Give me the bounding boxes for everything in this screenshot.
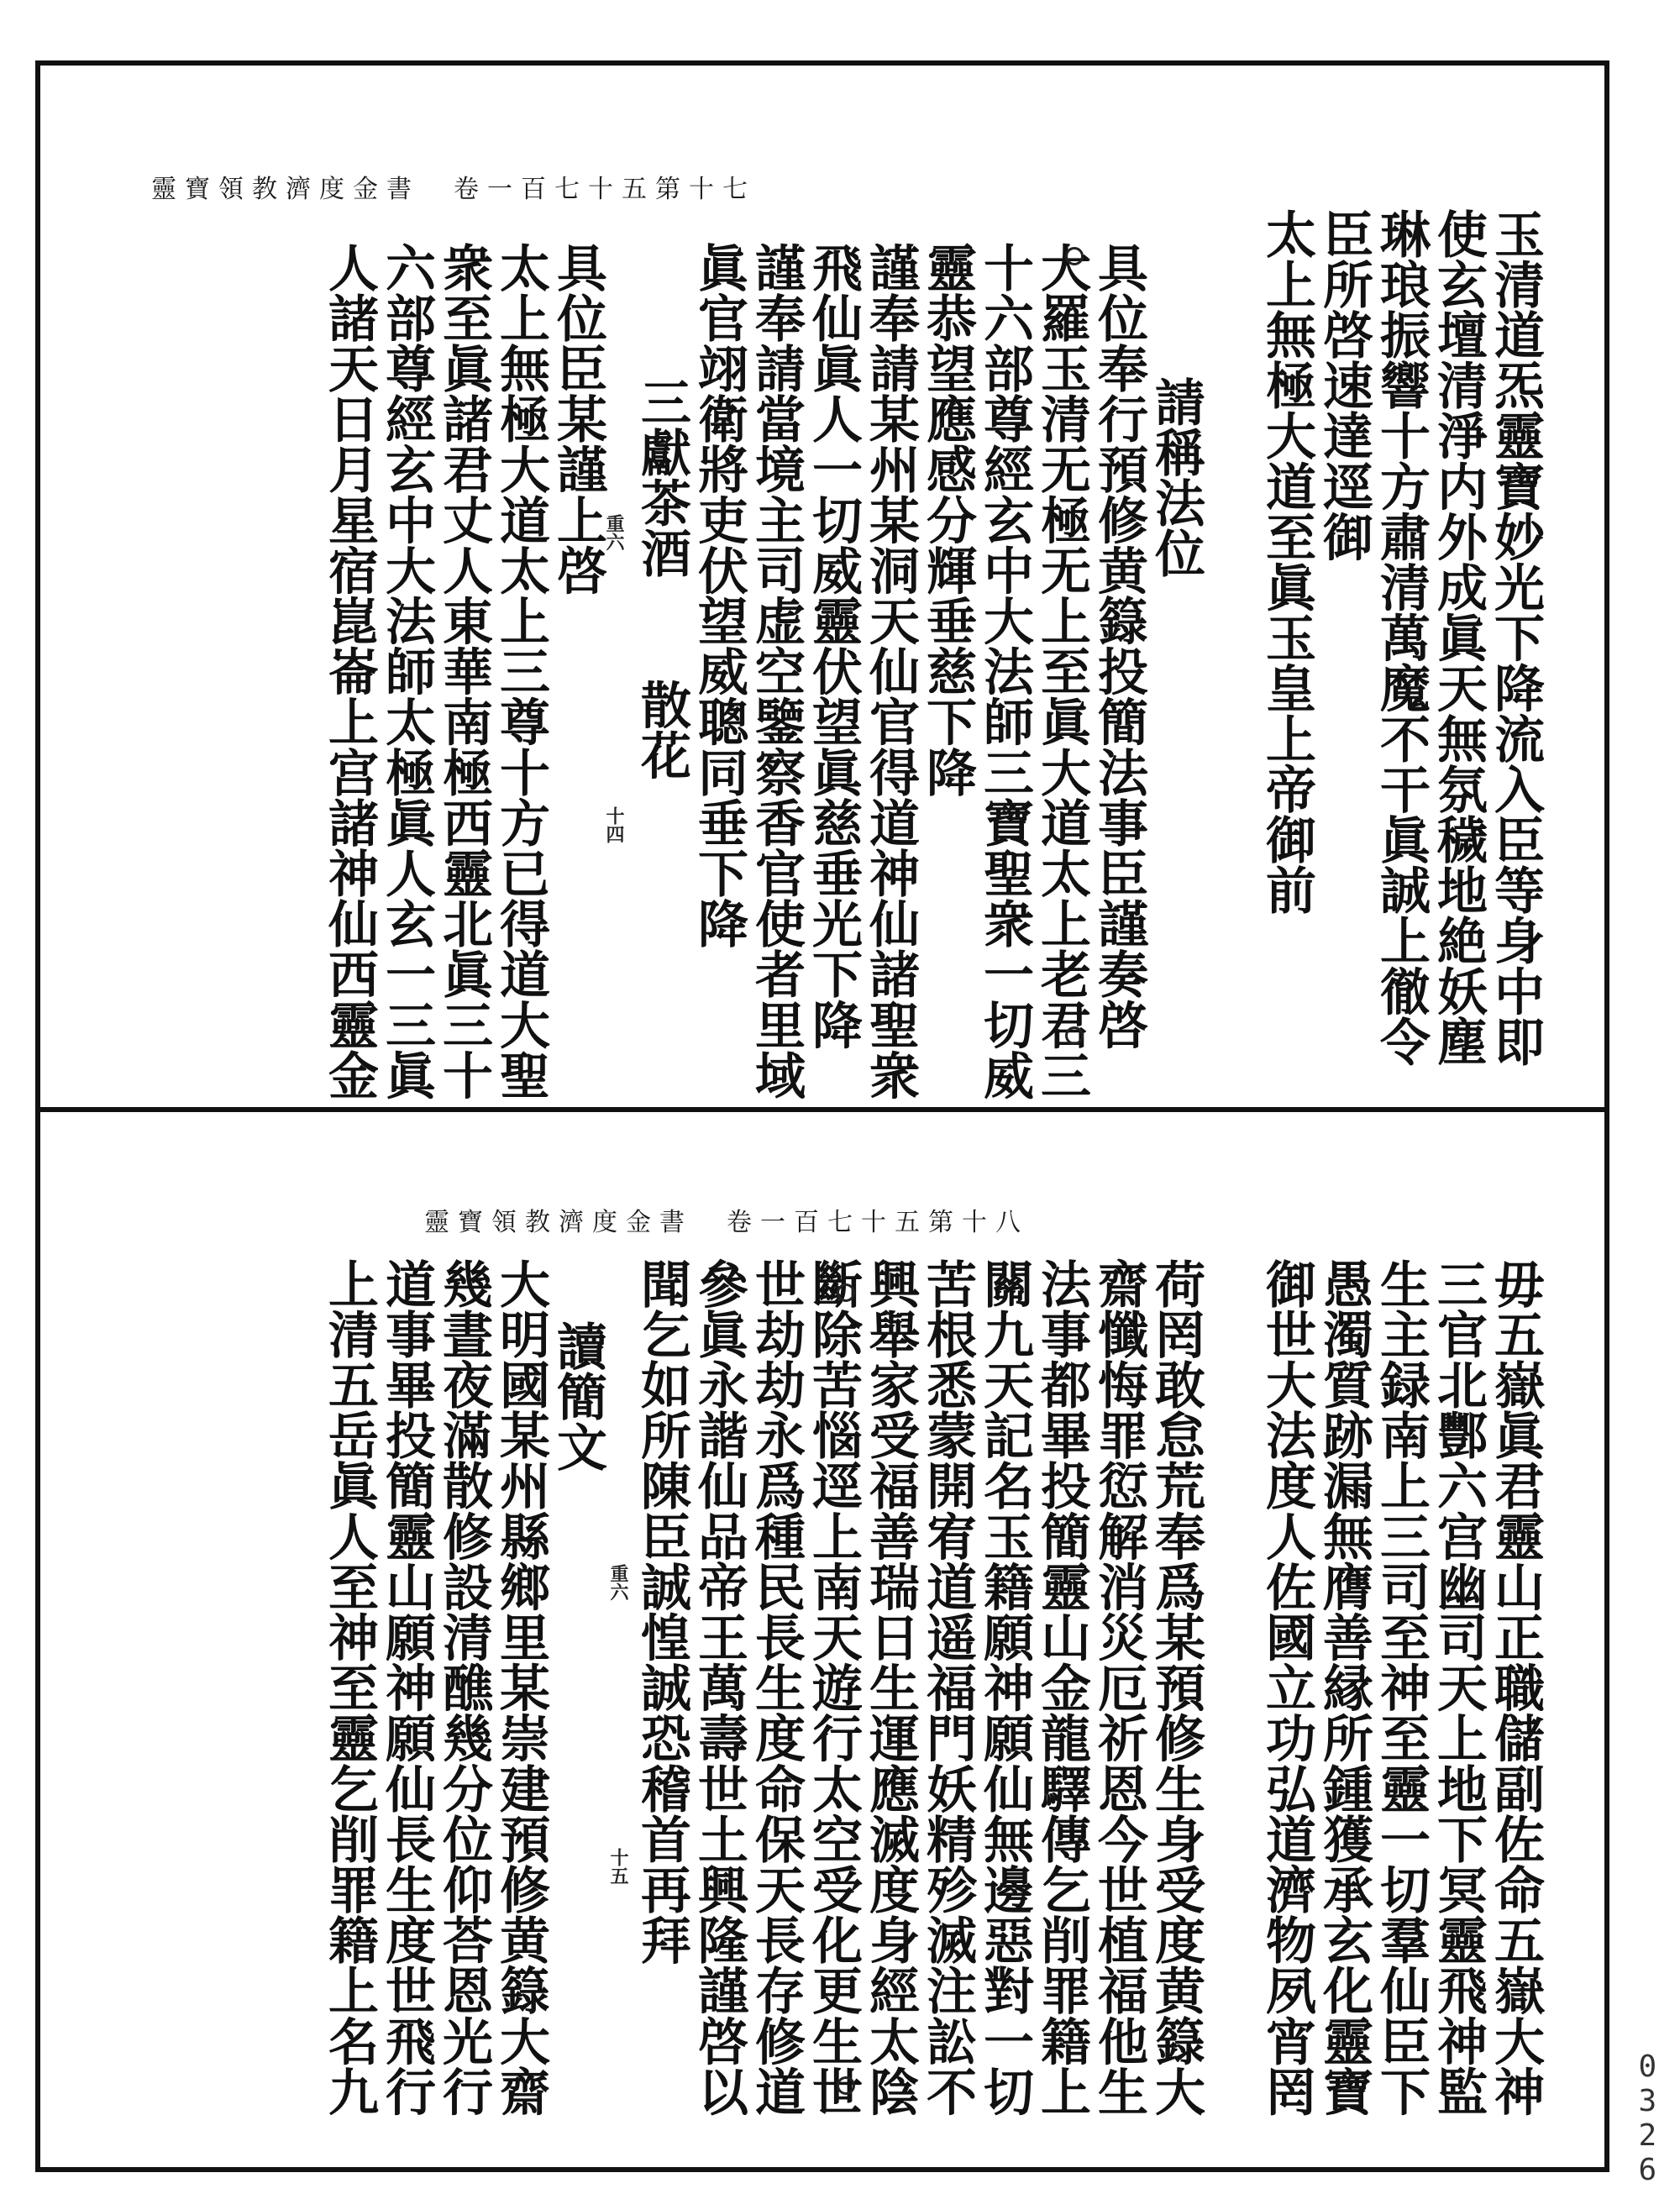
bottom-column-12: 斷除苦惱逕上南天遊行太空受化更生世 <box>804 1258 863 2117</box>
bottom-column-8: 法事都畢投簡靈山金龍驛傳乞削罪籍上 <box>1032 1258 1091 2117</box>
bottom-column-19: 道事畢投簡靈山願神願仙長生度世飛行 <box>377 1258 436 2117</box>
top-column-10: 靈恭望應感分輝垂慈下降 <box>918 242 977 798</box>
bottom-note-1: 重六 <box>607 1564 629 1601</box>
section-marker-icon <box>1065 247 1084 265</box>
top-column-15: 三獻茶酒 散花 <box>633 376 691 780</box>
bottom-column-9: 關九天記名玉籍願神願仙無邊惡對一切 <box>975 1258 1034 2117</box>
top-column-6: 請稱法位 <box>1147 376 1205 579</box>
panel-divider <box>35 1107 1609 1112</box>
bottom-column-3: 生主録南上三司至神至靈一切羣仙臣下 <box>1372 1258 1431 2117</box>
top-column-4: 臣所啓速達逕御 <box>1315 208 1373 562</box>
top-column-3: 琳琅振響十方肅清萬魔不干眞誠上徹令 <box>1372 208 1431 1067</box>
bottom-column-17: 大明國某州縣鄉里某崇建預修黄籙大齋 <box>491 1258 550 2117</box>
top-note-2: 十四 <box>603 806 625 843</box>
bottom-column-10: 苦根悉蒙開宥道遥福門妖精殄滅注訟不 <box>918 1258 977 2117</box>
top-column-2: 使玄壇清淨内外成眞天無氛穢地絶妖塵 <box>1429 208 1488 1067</box>
bottom-note-2: 十五 <box>607 1848 629 1885</box>
section-marker-icon <box>837 2076 855 2095</box>
top-column-19: 六部尊經玄中大法師太極眞人玄一三眞 <box>377 242 436 1100</box>
top-column-12: 飛仙眞人一切威靈伏望眞慈垂光下降 <box>804 242 863 1050</box>
bottom-column-13: 世劫劫永爲種民長生度命保天長存修道 <box>747 1258 806 2117</box>
top-column-13: 謹奉請當境主司虚空鑒察香官使者里域 <box>747 242 806 1100</box>
bottom-column-6: 荷罔敢怠荒奉爲某預修生身受度黄籙大 <box>1147 1258 1205 2117</box>
bottom-column-14: 參眞永諧仙品帝王萬壽世土興隆謹啓以 <box>690 1258 748 2117</box>
top-column-5: 太上無極大道至眞玉皇上帝御前 <box>1257 208 1316 916</box>
top-column-1: 玉清道炁靈寶妙光下降流入臣等身中即 <box>1486 208 1545 1067</box>
page-number: 0326 <box>1630 2049 1665 2187</box>
bottom-column-4: 愚濁質跡漏無膺善縁所鍾獲承玄化靈寶 <box>1315 1258 1373 2117</box>
bottom-column-2: 三官北酆六宫幽司天上地下冥靈飛神監 <box>1429 1258 1488 2117</box>
bottom-column-18: 幾晝夜滿散修設清醮幾分位仰荅恩光行 <box>434 1258 493 2117</box>
top-column-14: 眞官翊衛將吏伏望威聰同垂下降 <box>690 242 748 949</box>
bottom-column-7: 齋懺悔罪愆解消災厄祈恩今世植福他生 <box>1089 1258 1148 2117</box>
top-column-9: 十六部尊經玄中大法師三寶聖衆一切威 <box>975 242 1034 1100</box>
bottom-column-20: 上清五岳眞人至神至靈乞削罪籍上名九 <box>320 1258 379 2117</box>
bottom-column-1: 毋五嶽眞君靈山正職儲副佐命五嶽大神 <box>1486 1258 1545 2117</box>
top-column-20: 人諸天日月星宿崑崙上宫諸神仙西靈金 <box>320 242 379 1100</box>
top-column-16: 具位臣某謹上啓 <box>549 242 607 596</box>
bottom-column-11: 興舉家受福善瑞日生運應滅度身經太陰 <box>861 1258 920 2117</box>
top-column-8: 大羅玉清无極无上至眞大道太上老君三 <box>1032 242 1091 1100</box>
bottom-column-16: 讀簡文 <box>549 1320 607 1472</box>
section-marker-icon <box>837 1283 855 1302</box>
top-column-17: 太上無極大道太上三尊十方已得道大聖 <box>491 242 550 1100</box>
top-column-11: 謹奉請某州某洞天仙官得道神仙諸聖衆 <box>861 242 920 1100</box>
bottom-column-5: 御世大法度人佐國立功弘道濟物夙宵罔 <box>1257 1258 1316 2117</box>
top-column-7: 具位奉行預修黄籙投簡法事臣謹奏啓 <box>1089 242 1148 1050</box>
top-panel-header: 靈寶領教濟度金書 卷一百七十五第十七 <box>151 175 756 204</box>
bottom-panel-header: 靈寶領教濟度金書 卷一百七十五第十八 <box>424 1208 1029 1237</box>
bottom-column-15: 聞乞如所陳臣誠惶誠恐稽首再拜 <box>633 1258 691 1965</box>
top-note-1: 重六 <box>603 514 625 551</box>
top-column-18: 衆至眞諸君丈人東華南極西靈北眞三十 <box>434 242 493 1100</box>
section-marker-icon <box>1065 1026 1084 1045</box>
